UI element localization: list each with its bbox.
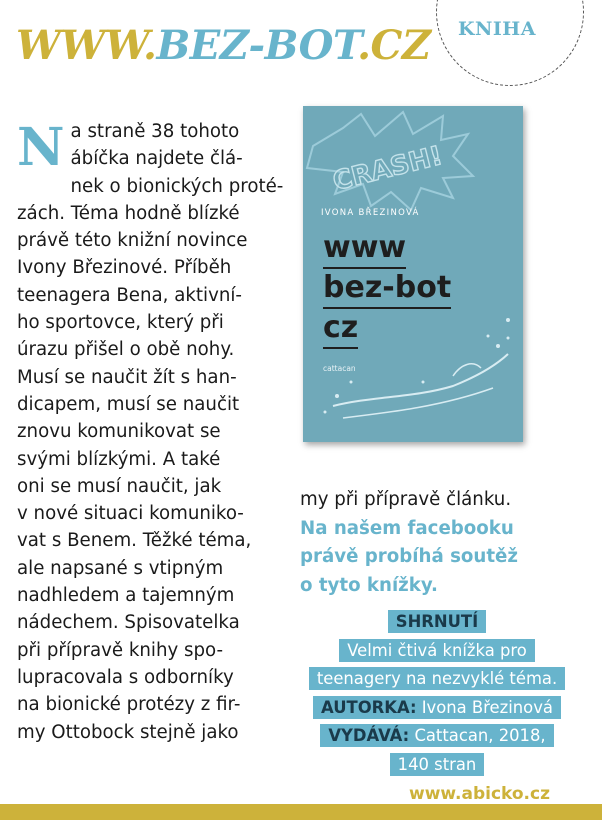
dropcap: N	[17, 117, 65, 178]
article-body	[17, 118, 287, 746]
crash-text: CRASH!	[329, 140, 446, 198]
article-line: nadhledem a tajemným	[17, 585, 235, 607]
article-line: znovu komunikovat se	[17, 421, 221, 443]
article-line: Ivony Březinové. Příběh	[17, 257, 232, 279]
section-badge-circle	[436, 0, 584, 86]
cover-publisher: cattacan	[323, 364, 356, 373]
article-line: v nové situaci komuniko-	[17, 503, 244, 525]
title-cz: .CZ	[357, 22, 431, 69]
article-line: lupracovala s odborníky	[17, 666, 234, 688]
summary-publisher	[320, 724, 553, 747]
cover-author: IVONA BŘEZINOVÁ	[321, 208, 420, 218]
page-title	[16, 22, 431, 69]
footer-url[interactable]: www.abicko.cz	[409, 784, 550, 804]
summary-box	[282, 608, 592, 779]
article-line: nádechem. Spisovatelka	[17, 612, 240, 634]
summary-publisher-key: VYDÁVÁ:	[328, 726, 410, 745]
article-line: vat s Benem. Těžké téma,	[17, 530, 252, 552]
summary-line: Velmi čtivá knížka pro	[339, 639, 535, 662]
article-line: ale napsané s vtipným	[17, 557, 224, 579]
continuation-line: my při přípravě článku.	[300, 489, 512, 510]
article-line: teenagera Bena, aktivní-	[17, 284, 242, 306]
article-line: dicapem, musí se naučit	[17, 393, 240, 415]
summary-heading: SHRNUTÍ	[388, 610, 486, 633]
cover-title-line: www	[323, 229, 406, 269]
summary-publisher-value: Cattacan, 2018,	[409, 726, 546, 745]
facebook-line: o tyto knížky.	[300, 574, 438, 596]
cover-title	[323, 229, 451, 349]
article-line: ábíčka najdete člá-	[70, 148, 243, 170]
title-bez-bot: BEZ-BOT	[156, 22, 358, 69]
summary-line: teenagery na nezvyklé téma.	[309, 667, 565, 690]
article-line: úrazu přišel o obě nohy.	[17, 339, 235, 361]
article-line: Musí se naučit žít s han-	[17, 366, 237, 388]
cover-title-line: cz	[323, 309, 358, 349]
summary-author	[313, 696, 561, 719]
article-line: právě této knižní novince	[17, 230, 248, 252]
book-cover	[303, 106, 523, 442]
article-line: nek o bionických proté-	[70, 175, 284, 197]
summary-author-value: Ivona Březinová	[416, 697, 553, 717]
cover-title-line: bez-bot	[323, 269, 451, 309]
article-line: ho sportovce, který při	[17, 312, 224, 334]
article-continuation	[300, 486, 518, 600]
title-www: WWW.	[16, 22, 157, 69]
article-line: a straně 38 tohoto	[70, 121, 240, 142]
article-line: na bionické protézy z fir-	[17, 694, 241, 716]
footer-bar	[0, 804, 602, 820]
facebook-line: právě probíhá soutěž	[300, 546, 518, 567]
article-line: my Ottobock stejně jako	[17, 721, 239, 743]
section-label: KNIHA	[458, 18, 536, 40]
article-line: při přípravě knihy spo-	[17, 639, 224, 661]
summary-pages: 140 stran	[390, 753, 485, 776]
facebook-line: Na našem facebooku	[300, 517, 514, 539]
summary-author-key: AUTORKA:	[321, 697, 417, 717]
article-line: zách. Téma hodně blízké	[17, 202, 240, 224]
article-line: oni se musí naučit, jak	[17, 475, 222, 497]
article-line: svými blízkými. A také	[17, 448, 221, 470]
